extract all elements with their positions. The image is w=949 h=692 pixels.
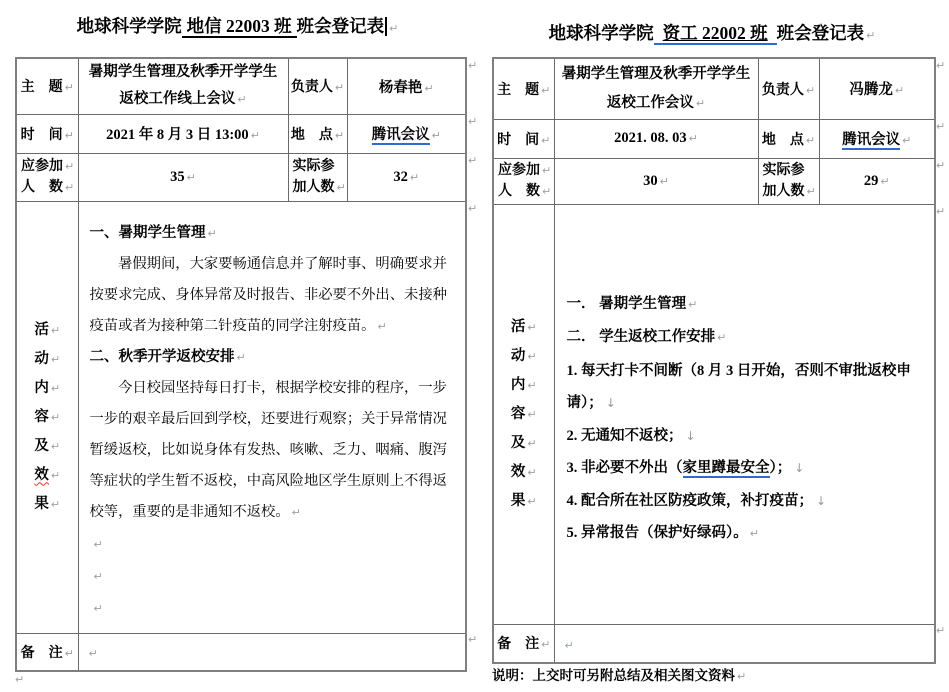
table-row-participants [493, 158, 935, 204]
right-registration-table [492, 57, 936, 664]
paragraph-mark-icon: ↵ [377, 320, 387, 333]
section-heading: 二． 学生返校工作安排 [566, 329, 716, 345]
topic-value-cell [554, 58, 758, 119]
paragraph-mark-icon: ↵ [50, 497, 61, 511]
topic-label-cell: 主 题 ↵ [16, 58, 78, 114]
paragraph-mark-icon: ↵ [65, 160, 75, 173]
paragraph-mark-icon: ↵ [737, 670, 747, 683]
time-value-cell: 2021 年 8 月 3 日 13:00 ↵ [78, 114, 288, 153]
paragraph-mark-icon: ↵ [250, 129, 260, 142]
topic-line1: 暑期学生管理及秋季开学学生 [561, 65, 751, 82]
paragraph-mark-icon: ↵ [805, 83, 816, 97]
line-break-mark-icon: ↓ [685, 428, 696, 443]
time-label-cell: 时 间 ↵ [493, 119, 554, 158]
title-prefix: 地球科学学院 [548, 23, 654, 43]
paragraph-mark-icon: ↵ [334, 128, 345, 142]
row-end-mark: ↵ [936, 624, 946, 637]
leader-label-cell: 负责人 ↵ [288, 58, 347, 114]
activity-content-cell [78, 201, 466, 633]
table-row-activity [493, 204, 935, 624]
expected-value-cell: 30 ↵ [554, 158, 758, 204]
paragraph-mark-icon: ↵ [389, 22, 399, 35]
paragraph-mark-icon: ↵ [409, 170, 420, 184]
expected-value-cell: 35 ↵ [78, 153, 288, 201]
leader-label-cell: 负责人 ↵ [758, 58, 819, 119]
paragraph-mark-icon: ↵ [64, 81, 74, 95]
paragraph-mark-icon: ↵ [695, 96, 706, 110]
paragraph-mark-icon: ↵ [334, 81, 345, 95]
paragraph-mark-icon: ↵ [541, 83, 551, 97]
meeting-link[interactable]: 腾讯会议 [371, 127, 430, 143]
table-row-participants [16, 153, 466, 201]
paragraph-mark-icon: ↵ [64, 646, 74, 660]
remark-label-cell: 备 注 ↵ [493, 624, 554, 663]
paragraph-mark-icon: ↵ [50, 352, 61, 366]
expected-label-cell: 应参加 ↵ 人 数 ↵ [16, 153, 78, 201]
activity-label-cell: 活 ↵ 动 ↵ 内 ↵ 容 ↵ 及 ↵ 效 ↵ 果 ↵ [493, 204, 554, 624]
actual-value-cell: 32 ↵ [347, 153, 466, 201]
paragraph-mark-icon: ↵ [336, 181, 346, 194]
activity-content-cell: 一． 暑期学生管理 ↵ 二． 学生返校工作安排 ↵ 1. 每天打卡不间断（8 月 3 日开始，否则不审批返校申请）； ↓ 2. 无通知不返校； ↓ 3. 非必要不外出（家里蹲最安全）； ↓ 4. 配合所在社区防疫政策，补打疫苗； ↓ 5. 异常报告（保护好绿码）。 ↵ [554, 204, 935, 624]
paragraph-mark-icon: ↵ [186, 170, 196, 184]
remark-value-cell [78, 633, 466, 671]
paragraph-mark-icon: ↵ [717, 331, 727, 344]
paragraph-mark-icon: ↵ [424, 81, 434, 95]
topic-line1: 暑期学生管理及秋季开学学生 [88, 64, 278, 81]
footer-note: 说明：上交时可另附总结及相关图文资料 ↵ [492, 668, 747, 683]
row-end-mark: ↵ [468, 202, 478, 215]
title-suffix: 班会登记表 [776, 23, 865, 43]
paragraph-mark-icon: ↵ [50, 468, 61, 482]
row-end-mark: ↵ [936, 205, 946, 218]
paragraph-mark-icon: ↵ [659, 174, 669, 188]
table-row-time [493, 119, 935, 158]
line-break-mark-icon: ↓ [605, 396, 616, 410]
title-class-underlined: 地信 22003 班 [182, 16, 297, 38]
table-row-remark [493, 624, 935, 663]
expected-label-cell: 应参加 ↵ 人 数 ↵ [493, 158, 554, 204]
table-row-topic [493, 58, 935, 119]
left-registration-table [15, 57, 467, 672]
row-end-mark: ↵ [468, 633, 478, 646]
paragraph-mark-icon: ↵ [542, 164, 552, 177]
table-row-topic [16, 58, 466, 114]
paragraph-mark-icon: ↵ [50, 410, 61, 424]
spellcheck-flagged-char: 效 [34, 466, 49, 483]
topic-value-cell [78, 58, 288, 114]
paragraph-mark-icon: ↵ [93, 538, 103, 551]
section-heading: 二、秋季开学返校安排 [89, 349, 235, 365]
activity-label-cell: 活 ↵ 动 ↵ 内 ↵ 容 ↵ 及 ↵ 效 ↵ 果 ↵ [16, 201, 78, 633]
list-item: 3. 非必要不外出（ [566, 460, 683, 476]
row-end-mark: ↵ [936, 159, 946, 172]
place-label-cell: 地 点 ↵ [758, 119, 819, 158]
paragraph-mark-icon: ↵ [50, 439, 61, 453]
paragraph-mark-icon: ↵ [64, 128, 74, 142]
paragraph-mark-icon: ↵ [93, 602, 103, 615]
body-paragraph: 今日校园坚持每日打卡，根据学校安排的程序，一步一步的艰辛最后回到学校，还要进行观察；关于异常情况暂缓返校，比如说身体有发热、咳嗽、乏力、咽痛、腹泻等症状的学生暂不返校，中高风险地区学生原则上不得返校等，重要的是非通知不返校。 [89, 380, 447, 520]
paragraph-mark-icon: ↵ [805, 133, 816, 147]
paragraph-mark-icon: ↵ [527, 407, 537, 421]
paragraph-mark-icon: ↵ [688, 132, 698, 145]
paragraph-mark-icon: ↵ [541, 133, 551, 147]
section-heading: 一、暑期学生管理 [89, 225, 206, 241]
stay-home-link[interactable]: 家里蹲最安全 [682, 460, 770, 476]
paragraph-mark-icon: ↵ [527, 465, 537, 479]
paragraph-mark-icon: ↵ [527, 320, 537, 334]
paragraph-mark-icon: ↵ [749, 527, 759, 540]
paragraph-mark-icon: ↵ [541, 638, 551, 652]
paragraph-mark-icon: ↵ [50, 381, 61, 395]
place-label-cell: 地 点 ↵ [288, 114, 347, 153]
paragraph-mark-icon: ↵ [542, 185, 552, 198]
paragraph-mark-icon: ↵ [880, 174, 890, 188]
title-class-underlined: 资工 22002 班 [654, 23, 777, 45]
row-end-mark: ↵ [936, 59, 946, 72]
row-end-mark: ↵ [468, 154, 478, 167]
paragraph-mark-icon: ↵ [527, 349, 537, 363]
table-row-time [16, 114, 466, 153]
time-value-cell: 2021. 08. 03 ↵ [554, 119, 758, 158]
paragraph-mark-icon: ↵ [431, 129, 441, 142]
text-cursor [385, 17, 387, 36]
table-row-remark [16, 633, 466, 671]
paragraph-mark-icon: ↵ [236, 351, 246, 364]
topic-line2: 返校工作会议 [606, 94, 694, 111]
table-row-activity [16, 201, 466, 633]
paragraph-mark-icon: ↵ [291, 506, 301, 519]
topic-line2: 返校工作线上会议 [119, 91, 236, 108]
paragraph-mark-icon: ↵ [65, 181, 75, 194]
leader-value-cell: 杨春艳 ↵ [347, 58, 466, 114]
place-value-cell [819, 119, 935, 158]
row-end-mark: ↵ [468, 59, 478, 72]
row-end-mark: ↵ [15, 673, 25, 686]
remark-label-cell: 备 注 ↵ [16, 633, 78, 671]
row-end-mark: ↵ [936, 120, 946, 133]
paragraph-mark-icon: ↵ [527, 436, 537, 450]
paragraph-mark-icon: ↵ [527, 494, 537, 508]
paragraph-mark-icon: ↵ [93, 570, 103, 583]
place-value-cell [347, 114, 466, 153]
actual-value-cell: 29 ↵ [819, 158, 935, 204]
time-label-cell: 时 间 ↵ [16, 114, 78, 153]
paragraph-mark-icon: ↵ [866, 29, 876, 42]
title-suffix: 班会登记表 [296, 16, 385, 36]
section-heading: 一． 暑期学生管理 [566, 295, 687, 312]
list-item: 5. 异常报告（保护好绿码）。 [566, 525, 748, 541]
paragraph-mark-icon: ↵ [894, 84, 905, 98]
paragraph-mark-icon: ↵ [527, 378, 537, 392]
paragraph-mark-icon: ↵ [88, 647, 98, 661]
actual-label-cell: 实际参 加人数 ↵ [758, 158, 819, 204]
row-end-mark: ↵ [468, 115, 478, 128]
paragraph-mark-icon: ↵ [564, 638, 574, 652]
paragraph-mark-icon: ↵ [688, 297, 698, 311]
remark-value-cell [554, 624, 935, 663]
right-doc-title [475, 20, 949, 45]
line-break-mark-icon: ↓ [816, 493, 827, 508]
list-item: 1. 每天打卡不间断（8 月 3 日开始，否则不审批返校申请）； [566, 362, 911, 411]
paragraph-mark-icon: ↵ [237, 93, 247, 107]
paragraph-mark-icon: ↵ [207, 227, 217, 240]
paragraph-mark-icon: ↵ [806, 185, 816, 198]
left-doc-title [0, 13, 475, 38]
line-break-mark-icon: ↓ [794, 461, 805, 475]
actual-label-cell: 实际参 加人数 ↵ [288, 153, 347, 201]
topic-label-cell: 主 题 ↵ [493, 58, 554, 119]
paragraph-mark-icon: ↵ [50, 323, 61, 337]
title-prefix: 地球科学学院 [76, 16, 182, 36]
body-paragraph: 暑假期间，大家要畅通信息并了解时事、明确要求并按要求完成、身体异常及时报告、非必要不外出、未接种疫苗或者为接种第二针疫苗的同学注射疫苗。 [89, 256, 447, 334]
list-item: 2. 无通知不返校； [566, 427, 683, 444]
right-document [475, 0, 949, 692]
list-item: 4. 配合所在社区防疫政策，补打疫苗； [566, 492, 813, 509]
paragraph-mark-icon: ↵ [902, 134, 912, 147]
leader-value-cell: 冯腾龙 ↵ [819, 58, 935, 119]
meeting-link[interactable]: 腾讯会议 [842, 132, 901, 148]
